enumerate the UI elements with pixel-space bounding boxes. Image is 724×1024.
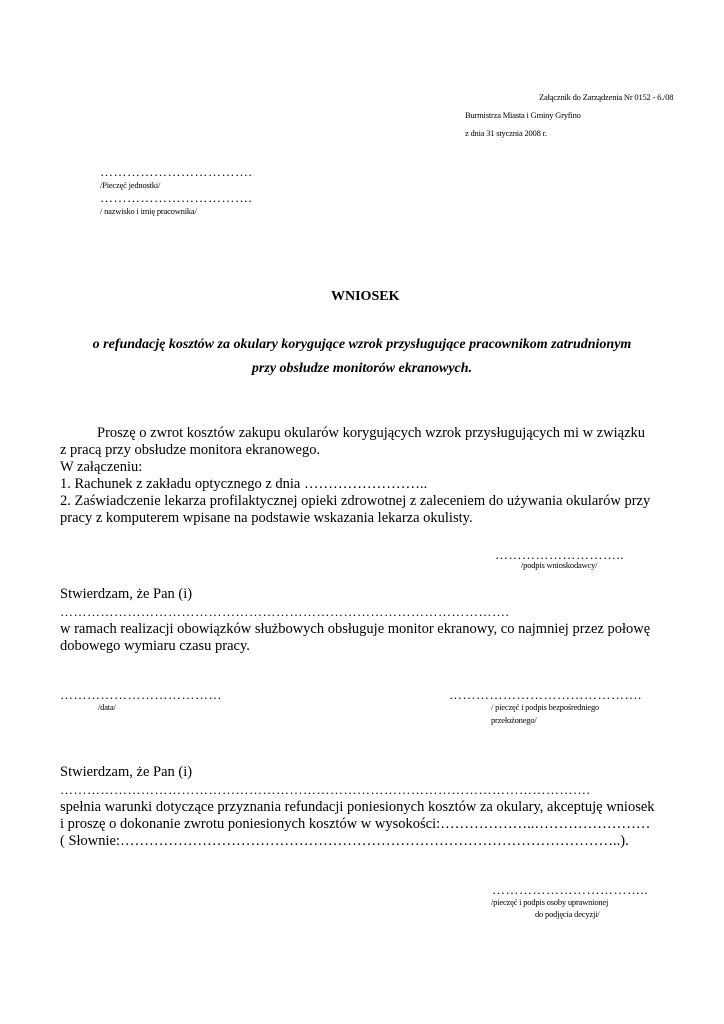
date-dots: ……………………………… xyxy=(60,687,222,702)
employee-name-label: / nazwisko i imię pracownika/ xyxy=(100,206,197,216)
employee-name-dots: ……………………………. xyxy=(100,190,253,205)
authorized-signature-label-1: /pieczęć i podpis osoby uprawnionej xyxy=(491,897,609,907)
request-text-line-1: Proszę o zwrot kosztów zakupu okularów korygujących wzrok przysługujących mi w związku xyxy=(97,425,646,441)
annex-date: z dnia 31 stycznia 2008 r. xyxy=(465,128,547,138)
annex-issuer: Burmistrza Miasta i Gminy Gryfino xyxy=(465,110,581,120)
attachment-item-2-line-2: pracy z komputerem wpisane na podstawie wskazania lekarza okulisty. xyxy=(60,510,473,526)
subtitle-line-1: o refundację kosztów za okulary korygujące wzrok przysługujące pracownikom zatrudnionym xyxy=(92,337,632,352)
supervisor-stamp-label-1: / pieczęć i podpis bezpośredniego xyxy=(491,702,600,712)
section3-text-line-1: spełnia warunki dotyczące przyznania refundacji poniesionych kosztów za okulary, akceptuję wniosek xyxy=(60,799,655,815)
authorized-signature-label-2: do podjęcia decyzji/ xyxy=(535,909,600,919)
annex-reference: Załącznik do Zarządzenia Nr 0152 - 6./08 xyxy=(539,92,674,102)
section2-heading: Stwierdzam, że Pan (i) xyxy=(60,586,193,602)
applicant-signature-dots: ……………………….. xyxy=(495,547,624,562)
request-text-line-2: z pracą przy obsłudze monitora ekranowego. xyxy=(60,442,321,458)
unit-stamp-label: /Pieczęć jednostki/ xyxy=(100,180,161,190)
section3-heading: Stwierdzam, że Pan (i) xyxy=(60,764,193,780)
applicant-signature-label: /podpis wnioskodawcy/ xyxy=(521,560,598,570)
authorized-signature-dots: …………………………….. xyxy=(492,882,648,897)
supervisor-stamp-dots: ……………………………………. xyxy=(449,687,642,702)
section3-name-dots: ………………………………………………………………………………………………………. xyxy=(60,782,591,797)
unit-stamp-dots: ……………………………. xyxy=(100,164,253,179)
attachment-item-2-line-1: 2. Zaświadczenie lekarza profilaktycznej opieki zdrowotnej z zaleceniem do używania okularów przy xyxy=(60,493,651,509)
attachment-item-1: 1. Rachunek z zakładu optycznego z dnia …………………….. xyxy=(60,476,428,492)
supervisor-stamp-label-2: przełożonego/ xyxy=(491,715,537,725)
document-title: WNIOSEK xyxy=(331,289,400,304)
attachments-heading: W załączeniu: xyxy=(60,459,143,475)
section3-text-line-3: ( Słownie:…………………………………………………………………………………………..). xyxy=(60,833,629,849)
subtitle-line-2: przy obsłudze monitorów ekranowych. xyxy=(251,361,473,376)
section2-text-line-1: w ramach realizacji obowiązków służbowych obsługuje monitor ekranowy, co najmniej przez połowę xyxy=(60,621,651,637)
section3-text-line-2: i proszę o dokonanie zwrotu poniesionych kosztów w wysokości:………………..…………………… xyxy=(60,816,651,832)
section2-text-line-2: dobowego wymiaru czasu pracy. xyxy=(60,638,250,654)
date-label: /data/ xyxy=(98,702,116,712)
section2-name-dots: ………………………………………………………………………………………. xyxy=(60,604,510,619)
